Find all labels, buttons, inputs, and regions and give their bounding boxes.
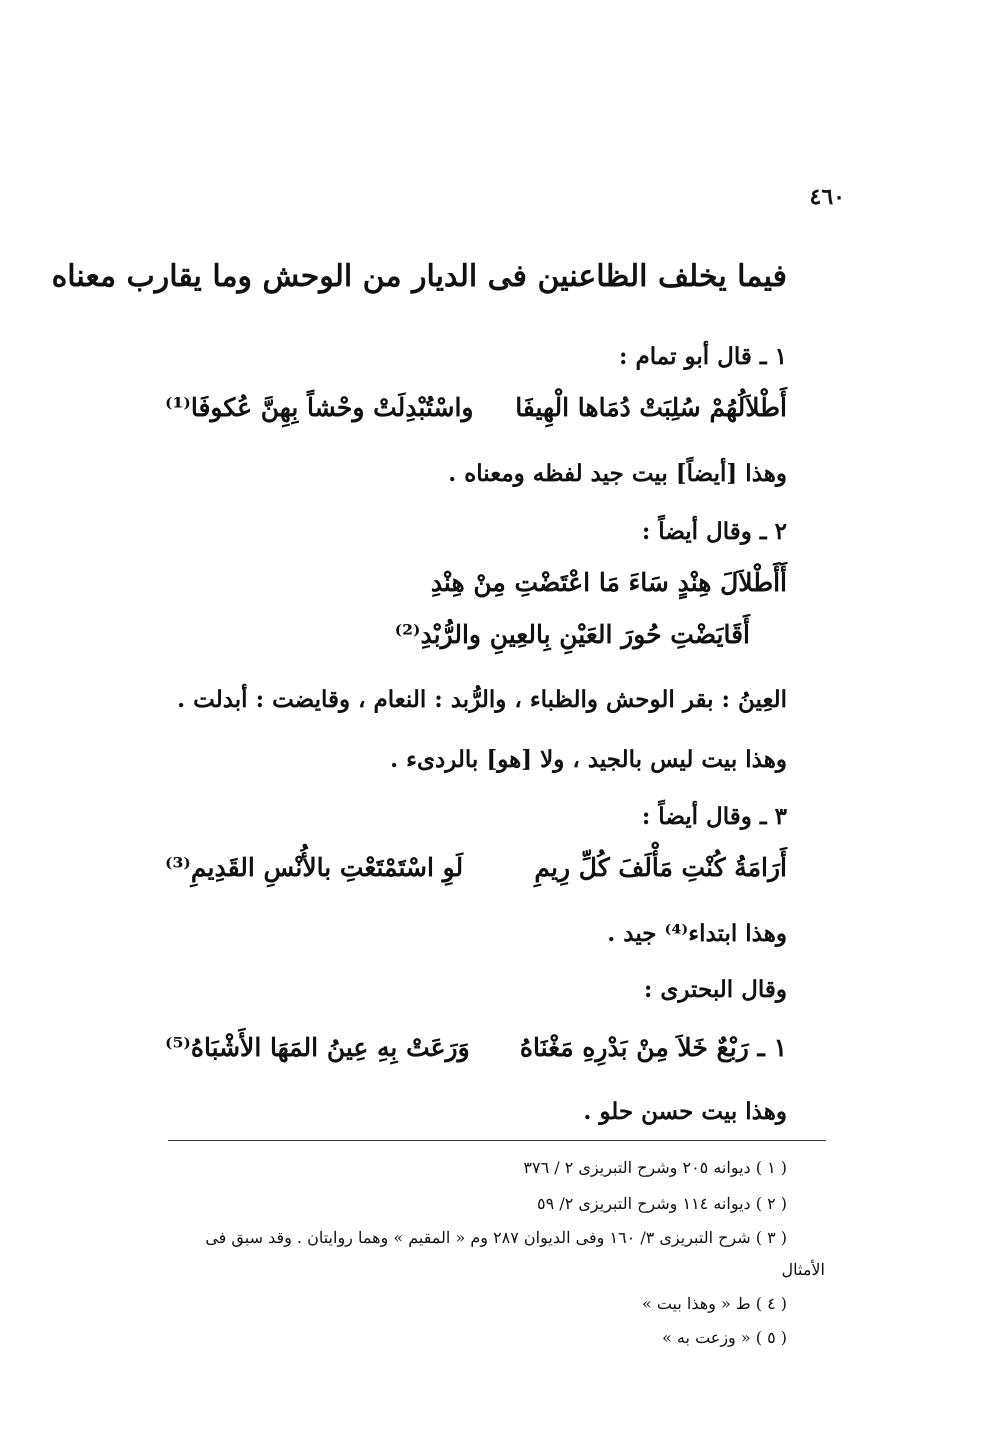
s2-gloss: العِينُ : بقر الوحش والظباء ، والرُّبد : النعام ، وقايضت : أبدلت .	[177, 686, 787, 713]
s3-comment: وهذا ابتداء⁽⁴⁾ جيد .	[607, 920, 787, 947]
page-number: ٤٦٠	[809, 184, 845, 210]
s2-verse-line1: أَأَطْلاَلَ هِنْدٍ سَاءَ مَا اعْتَضْتِ مِنْ هِنْدِ	[430, 568, 787, 597]
s1-intro: ١ ـ قال أبو تمام :	[619, 343, 787, 370]
footnote-1: ( ١ ) ديوانه ٢٠٥ وشرح التبريزى ٢ / ٣٧٦	[523, 1158, 787, 1177]
b1-verse-first-hemistich: ١ ـ رَبْعٌ خَلاَ مِنْ بَدْرِهِ مَغْنَاهُ	[519, 1033, 787, 1062]
footnote-3: ( ٣ ) شرح التبريزى ٣/ ١٦٠ وفى الديوان ٢٨٧ وم « المقيم » وهما روايتان . وقد سبق فى	[205, 1228, 787, 1247]
s2-verse-line2: أَقَايَضْتِ حُورَ العَيْنِ بِالعِينِ والرُّبْدِ⁽²⁾	[394, 620, 750, 649]
b1-verse-second-hemistich: وَرَعَتْ بِهِ عِينُ المَهَا الأَشْبَاهُ⁽⁵⁾	[165, 1033, 470, 1062]
s1-verse-second-hemistich: واسْتُبْدِلَتْ وحْشاً بِهِنَّ عُكوفَا⁽¹⁾	[165, 393, 474, 422]
footnote-4: ( ٤ ) ط « وهذا بيت »	[641, 1294, 787, 1313]
section-heading: فيما يخلف الظاعنين فى الديار من الوحش وما يقارب معناه	[51, 259, 787, 294]
footnote-3-continuation: الأمثال	[781, 1260, 825, 1279]
b1-comment: وهذا بيت حسن حلو .	[583, 1098, 787, 1125]
footnote-separator	[168, 1140, 826, 1141]
s3-verse-first-hemistich: أَرَامَةُ كُنْتِ مَأْلَفَ كُلِّ رِيمِ	[534, 853, 787, 882]
s2-intro: ٢ ـ وقال أيضاً :	[641, 518, 787, 545]
poet2-intro: وقال البحترى :	[643, 976, 787, 1003]
s3-verse-second-hemistich: لَوِ اسْتَمْتَعْتِ بالأُنْسِ القَدِيمِ⁽³⁾	[165, 853, 464, 882]
s3-intro: ٣ ـ وقال أيضاً :	[641, 803, 787, 830]
s2-comment: وهذا بيت ليس بالجيد ، ولا [هو] بالردىء .	[390, 746, 787, 773]
s1-comment: وهذا [أيضاً] بيت جيد لفظه ومعناه .	[448, 460, 787, 487]
footnote-5: ( ٥ ) « وزعت به »	[662, 1328, 787, 1347]
s1-verse-first-hemistich: أَطْلاَلُهُمْ سُلِبَتْ دُمَاها الْهِيفَا	[515, 393, 787, 422]
footnote-2: ( ٢ ) ديوانه ١١٤ وشرح التبريزى ٢/ ٥٩	[537, 1194, 787, 1213]
